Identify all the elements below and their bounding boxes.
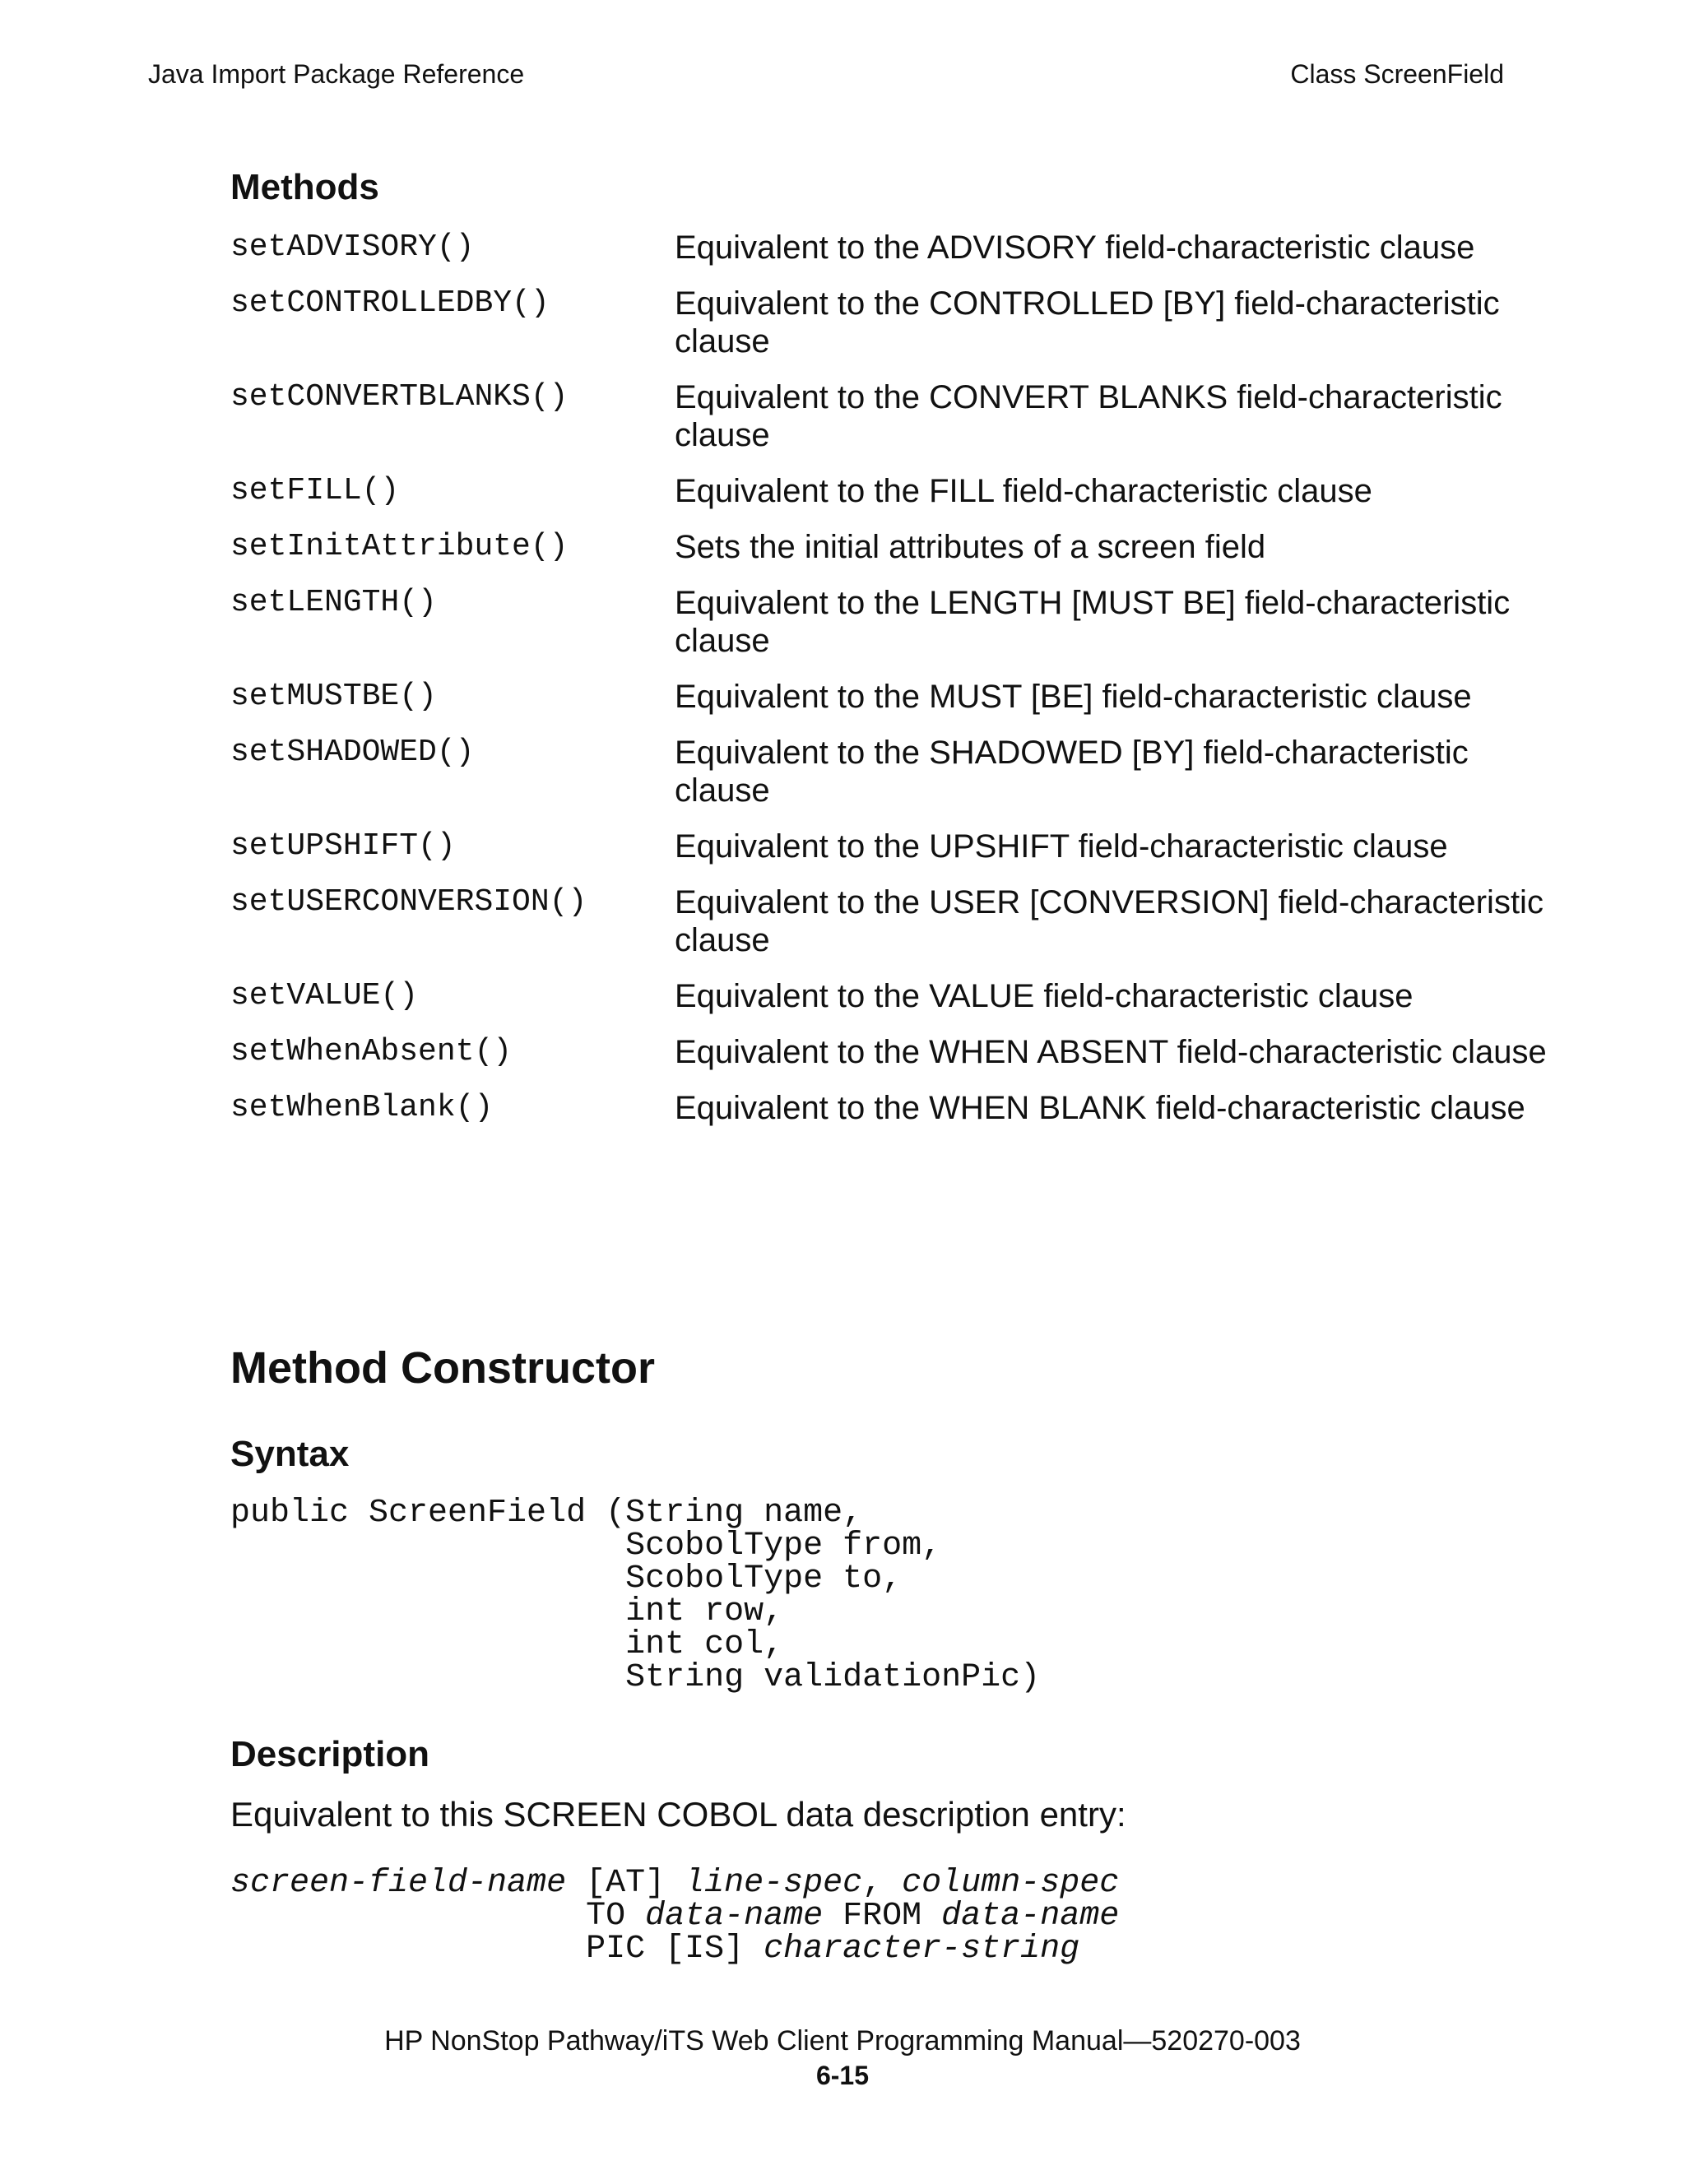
cobol-at-keyword: [AT] — [566, 1865, 685, 1902]
syntax-line: ScobolType to, — [230, 1560, 903, 1597]
footer-manual-title: HP NonStop Pathway/iTS Web Client Programming Manual—520270-003 — [384, 2025, 1301, 2056]
page-footer — [0, 2024, 1685, 2093]
method-name: setCONVERTBLANKS() — [230, 379, 569, 415]
method-row — [230, 229, 1547, 267]
syntax-line: int row, — [230, 1593, 784, 1630]
header-section-title: Java Import Package Reference — [148, 59, 525, 89]
running-header — [148, 58, 1504, 90]
method-name: setFILL() — [230, 473, 400, 508]
method-name: setVALUE() — [230, 978, 419, 1013]
method-row — [230, 528, 1547, 566]
header-class-name: Class ScreenField — [1290, 59, 1504, 89]
method-description: Sets the initial attributes of a screen field — [675, 529, 1266, 565]
method-description: Equivalent to the WHEN ABSENT field-characteristic clause — [675, 1034, 1547, 1070]
syntax-line: int col, — [230, 1626, 784, 1663]
method-row — [230, 1089, 1547, 1127]
method-description: Equivalent to the ADVISORY field-characteristic clause — [675, 230, 1475, 266]
method-constructor-heading: Method Constructor — [230, 1343, 655, 1393]
cobol-line-spec: line-spec — [685, 1865, 863, 1902]
cobol-comma: , — [862, 1865, 903, 1902]
method-row — [230, 883, 1547, 959]
method-row — [230, 828, 1547, 865]
method-description: Equivalent to the LENGTH [MUST BE] field-characteristic clause — [675, 585, 1511, 659]
page-number: 6-15 — [815, 2061, 870, 2090]
methods-heading: Methods — [230, 167, 379, 207]
method-description: Equivalent to the FILL field-characteristic clause — [675, 473, 1372, 509]
method-description: Equivalent to the SHADOWED [BY] field-characteristic clause — [675, 735, 1469, 809]
method-row — [230, 977, 1547, 1015]
cobol-from-data-name: data-name — [941, 1898, 1120, 1935]
method-description: Equivalent to the WHEN BLANK field-characteristic clause — [675, 1090, 1525, 1126]
method-name: setWhenBlank() — [230, 1090, 494, 1125]
description-heading: Description — [230, 1734, 430, 1774]
syntax-heading: Syntax — [230, 1434, 350, 1474]
syntax-line: ScobolType from, — [230, 1528, 942, 1565]
method-name: setUPSHIFT() — [230, 828, 456, 864]
description-text: Equivalent to this SCREEN COBOL data description entry: — [230, 1795, 1126, 1834]
method-row — [230, 678, 1547, 716]
method-name: setLENGTH() — [230, 585, 437, 620]
cobol-pic-keyword: PIC [IS] — [586, 1931, 764, 1968]
cobol-line3-indent — [230, 1931, 586, 1968]
syntax-line: String validationPic) — [230, 1659, 1041, 1696]
cobol-to-data-name: data-name — [645, 1898, 824, 1935]
method-row — [230, 1033, 1547, 1071]
cobol-line2-indent — [230, 1898, 586, 1935]
syntax-code-block — [230, 1497, 1040, 1695]
cobol-character-string: character-string — [764, 1931, 1080, 1968]
method-description: Equivalent to the VALUE field-characteristic clause — [675, 978, 1413, 1014]
method-description: Equivalent to the UPSHIFT field-characteristic clause — [675, 828, 1448, 865]
cobol-entry-code-block — [230, 1867, 1119, 1966]
method-description: Equivalent to the MUST [BE] field-characteristic clause — [675, 679, 1472, 715]
method-row — [230, 584, 1547, 660]
method-row — [230, 734, 1547, 809]
method-description: Equivalent to the CONTROLLED [BY] field-characteristic clause — [675, 285, 1500, 359]
method-row — [230, 285, 1547, 360]
method-name: setWhenAbsent() — [230, 1034, 513, 1069]
cobol-column-spec: column-spec — [902, 1865, 1120, 1902]
method-name: setInitAttribute() — [230, 529, 569, 564]
methods-table — [230, 229, 1547, 1145]
method-name: setSHADOWED() — [230, 735, 475, 770]
method-name: setUSERCONVERSION() — [230, 884, 587, 920]
syntax-line: public ScreenField (String name, — [230, 1495, 863, 1532]
cobol-to-keyword: TO — [586, 1898, 646, 1935]
method-row — [230, 378, 1547, 454]
method-description: Equivalent to the USER [CONVERSION] field-characteristic clause — [675, 884, 1543, 958]
cobol-screen-field-name: screen-field-name — [230, 1865, 567, 1902]
method-description: Equivalent to the CONVERT BLANKS field-characteristic clause — [675, 379, 1502, 453]
method-name: setADVISORY() — [230, 230, 475, 265]
method-row — [230, 472, 1547, 510]
cobol-from-keyword: FROM — [823, 1898, 942, 1935]
method-name: setMUSTBE() — [230, 679, 437, 714]
method-name: setCONTROLLEDBY() — [230, 285, 550, 321]
